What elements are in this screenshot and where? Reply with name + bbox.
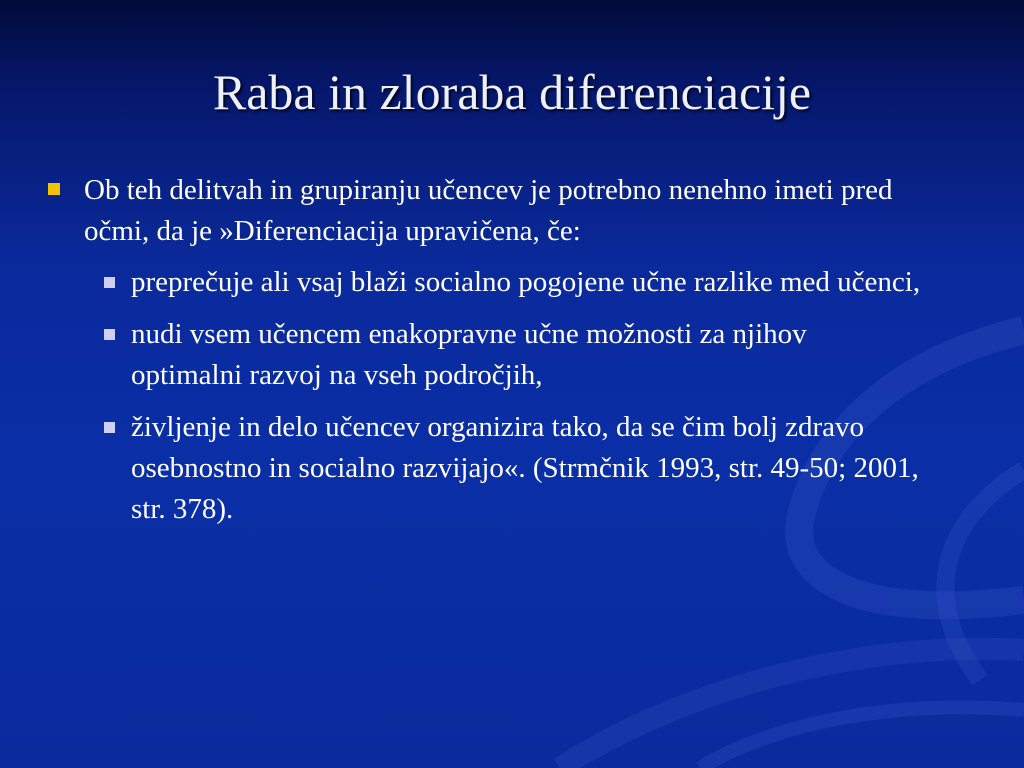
slide-title: Raba in zloraba diferenciacije (212, 64, 812, 120)
sub-bullet-item (131, 262, 921, 303)
sub-bullet-square-icon (104, 277, 115, 288)
bullet-item (84, 170, 934, 530)
sub-bullet-text: preprečuje ali vsaj blaži socialno pogojene učne razlike med učenci, (131, 266, 921, 298)
sub-bullet-item (131, 407, 921, 530)
bullet-text: Ob teh delitvah in grupiranju učencev je potrebno nenehno imeti pred očmi, da je »Diferenciacija upravičena, če: (84, 174, 893, 247)
bullet-list (0, 170, 1024, 541)
sub-bullet-list (84, 262, 934, 530)
sub-bullet-item (131, 314, 921, 396)
bullet-square-icon (48, 183, 60, 195)
sub-bullet-square-icon (104, 422, 115, 433)
sub-bullet-square-icon (104, 329, 115, 340)
sub-bullet-text: življenje in delo učencev organizira tako, da se čim bolj zdravo osebnostno in socialno razvijajo«. (Strmčnik 1993, str. 49-50; 2001, str. 378). (131, 411, 919, 525)
sub-bullet-text: nudi vsem učencem enakopravne učne možnosti za njihov optimalni razvoj na vseh področjih, (131, 318, 807, 391)
